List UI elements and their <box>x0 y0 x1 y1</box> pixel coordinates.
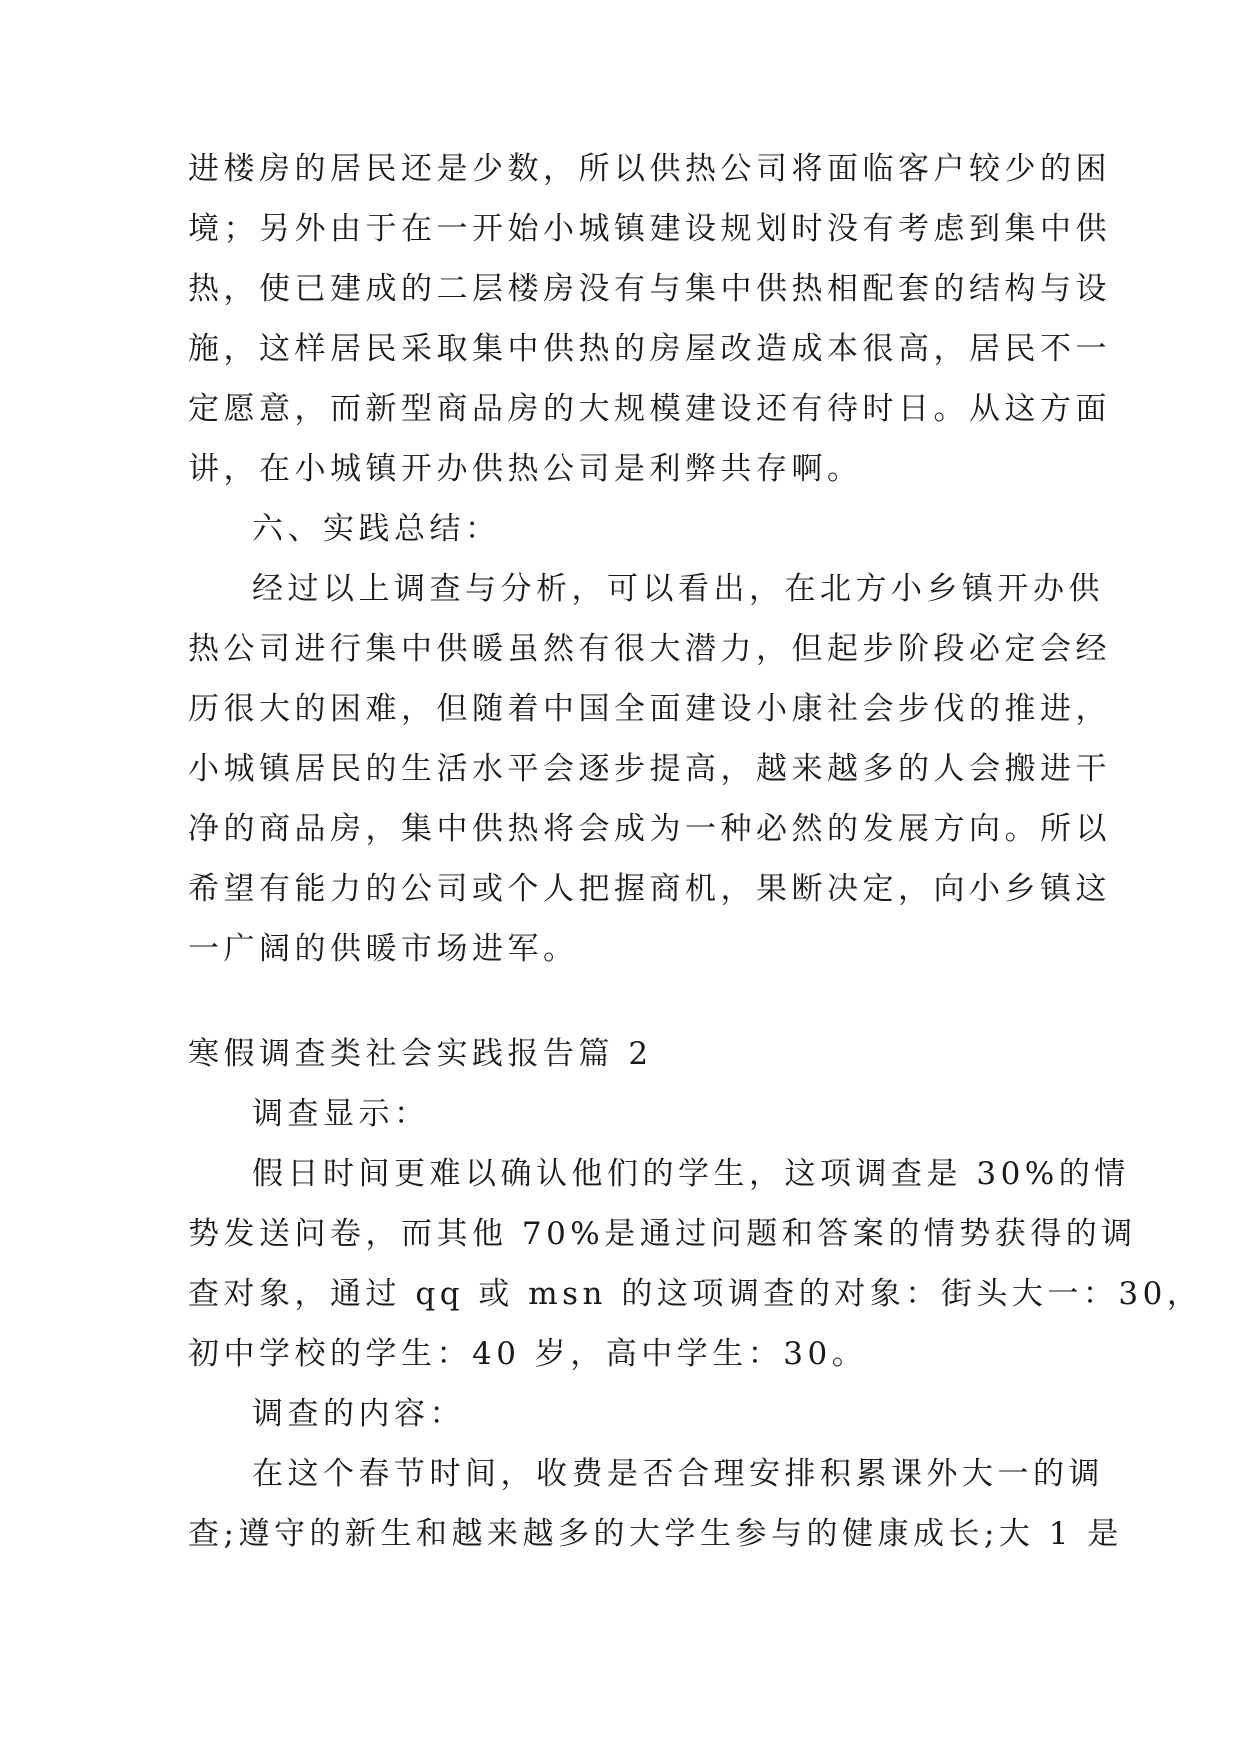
paragraph-line: 境；另外由于在一开始小城镇建设规划时没有考虑到集中供 <box>188 211 1111 247</box>
report-title: 寒假调查类社会实践报告篇 2 <box>188 1036 653 1072</box>
paragraph-line: 查对象，通过 qq 或 msn 的这项调查的对象：街头大一：30， <box>188 1276 1203 1312</box>
paragraph-line: 希望有能力的公司或个人把握商机，果断决定，向小乡镇这 <box>188 871 1111 907</box>
paragraph-line: 一广阔的供暖市场进军。 <box>188 931 579 967</box>
paragraph-line: 施，这样居民采取集中供热的房屋改造成本很高，居民不一 <box>188 331 1111 367</box>
paragraph-line: 进楼房的居民还是少数，所以供热公司将面临客户较少的困 <box>188 151 1111 187</box>
paragraph-line: 假日时间更难以确认他们的学生，这项调查是 30%的情 <box>252 1156 1130 1192</box>
section-heading-content: 调查的内容： <box>252 1396 465 1432</box>
section-heading-summary: 六、实践总结： <box>252 511 501 547</box>
paragraph-line: 势发送问卷，而其他 70%是通过问题和答案的情势获得的调 <box>188 1216 1137 1252</box>
paragraph-line: 定愿意，而新型商品房的大规模建设还有待时日。从这方面 <box>188 391 1111 427</box>
paragraph-line: 讲，在小城镇开办供热公司是利弊共存啊。 <box>188 451 863 487</box>
paragraph-line: 在这个春节时间，收费是否合理安排积累课外大一的调 <box>252 1456 1104 1492</box>
paragraph-line: 查;遵守的新生和越来越多的大学生参与的健康成长;大 1 是 <box>188 1516 1123 1552</box>
paragraph-line: 小城镇居民的生活水平会逐步提高，越来越多的人会搬进干 <box>188 751 1111 787</box>
paragraph-line: 经过以上调查与分析，可以看出，在北方小乡镇开办供 <box>252 571 1104 607</box>
section-heading-survey: 调查显示： <box>252 1096 430 1132</box>
paragraph-line: 热，使已建成的二层楼房没有与集中供热相配套的结构与设 <box>188 271 1111 307</box>
paragraph-line: 历很大的困难，但随着中国全面建设小康社会步伐的推进， <box>188 691 1111 727</box>
paragraph-line: 初中学校的学生：40 岁，高中学生：30。 <box>188 1336 868 1372</box>
paragraph-line: 净的商品房，集中供热将会成为一种必然的发展方向。所以 <box>188 811 1111 847</box>
paragraph-line: 热公司进行集中供暖虽然有很大潜力，但起步阶段必定会经 <box>188 631 1111 667</box>
